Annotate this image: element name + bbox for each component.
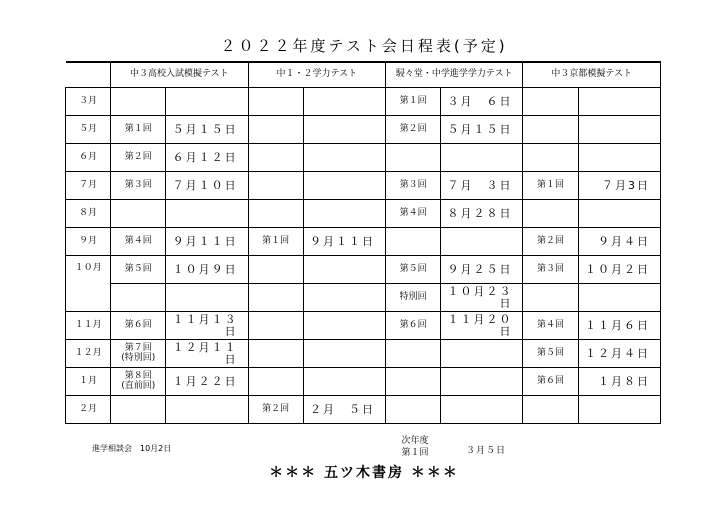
round-cell [248, 116, 303, 144]
round-cell: 第８回 (直前回) [111, 368, 166, 396]
round-cell [386, 396, 441, 424]
date-cell: ７月 ３日 [441, 172, 523, 200]
round-cell [523, 396, 578, 424]
round-cell: 第１回 [111, 116, 166, 144]
date-cell: １１月２０日 [441, 312, 523, 340]
date-cell [303, 116, 385, 144]
round-cell [523, 116, 578, 144]
round-cell [111, 284, 166, 312]
round-cell: 第４回 [111, 228, 166, 256]
month-cell: ９月 [66, 228, 111, 256]
date-cell [441, 340, 523, 368]
date-cell: １２月４日 [578, 340, 660, 368]
date-cell [303, 340, 385, 368]
round-cell: 第３回 [523, 256, 578, 284]
schedule-row [66, 200, 661, 228]
date-cell: ５月１５日 [166, 116, 248, 144]
date-cell [578, 88, 660, 116]
date-cell [303, 312, 385, 340]
header-row [66, 62, 661, 88]
round-cell: 第２回 [248, 396, 303, 424]
date-cell [578, 284, 660, 312]
date-cell: １２月１１日 [166, 340, 248, 368]
round-cell: 第４回 [523, 312, 578, 340]
round-cell [111, 88, 166, 116]
month-cell: ２月 [66, 396, 111, 424]
month-cell: １２月 [66, 340, 111, 368]
date-cell [578, 144, 660, 172]
date-cell: ６月１２日 [166, 144, 248, 172]
date-cell: １０月９日 [166, 256, 248, 284]
date-cell [578, 116, 660, 144]
round-cell [248, 88, 303, 116]
header-chu12-gakuryoku: 中１・２学力テスト [248, 62, 385, 88]
round-cell: 第７回 (特別回) [111, 340, 166, 368]
round-cell [386, 368, 441, 396]
date-cell: ５月１５日 [441, 116, 523, 144]
date-cell: １０月２日 [578, 256, 660, 284]
schedule-row [66, 256, 661, 284]
date-cell: ９月１１日 [303, 228, 385, 256]
month-cell: ３月 [66, 88, 111, 116]
date-cell [441, 368, 523, 396]
date-cell [303, 88, 385, 116]
round-cell [111, 396, 166, 424]
round-cell: 第６回 [523, 368, 578, 396]
round-cell: 第３回 [386, 172, 441, 200]
date-cell: １月８日 [578, 368, 660, 396]
schedule-row [66, 284, 661, 312]
round-cell [523, 88, 578, 116]
round-cell [523, 284, 578, 312]
schedule-row [66, 312, 661, 340]
schedule-table [65, 61, 661, 424]
publisher-brand: ＊＊＊ 五ツ木書房 ＊＊＊ [269, 465, 459, 481]
date-cell [303, 200, 385, 228]
schedule-row [66, 368, 661, 396]
round-cell [111, 200, 166, 228]
round-cell: 第５回 [111, 256, 166, 284]
round-cell: 第２回 [111, 144, 166, 172]
schedule-row [66, 172, 661, 200]
round-cell: 第４回 [386, 200, 441, 228]
date-cell [303, 256, 385, 284]
date-cell: ９月２５日 [441, 256, 523, 284]
round-cell [248, 144, 303, 172]
page-title: ２０２２年度テスト会日程表(予定) [220, 37, 508, 55]
date-cell: ８月２８日 [441, 200, 523, 228]
round-cell [248, 340, 303, 368]
round-cell [386, 340, 441, 368]
date-cell [166, 88, 248, 116]
date-cell: ７月3日 [578, 172, 660, 200]
round-cell: 第１回 [248, 228, 303, 256]
round-cell [523, 144, 578, 172]
header-kyoto-mogi: 中３京都模擬テスト [523, 62, 661, 88]
date-cell: １１月６日 [578, 312, 660, 340]
date-cell: １月２２日 [166, 368, 248, 396]
date-cell: ９月４日 [578, 228, 660, 256]
schedule-row [66, 396, 661, 424]
month-cell: １１月 [66, 312, 111, 340]
round-cell: 第５回 [523, 340, 578, 368]
round-cell [248, 256, 303, 284]
date-cell: ３月 ６日 [441, 88, 523, 116]
month-cell: １月 [66, 368, 111, 396]
round-cell: 第５回 [386, 256, 441, 284]
month-cell: ８月 [66, 200, 111, 228]
date-cell [166, 284, 248, 312]
date-cell [166, 200, 248, 228]
round-cell: 第３回 [111, 172, 166, 200]
round-cell: 第１回 [523, 172, 578, 200]
month-cell: ７月 [66, 172, 111, 200]
date-cell [441, 228, 523, 256]
month-cell: ６月 [66, 144, 111, 172]
round-cell [248, 368, 303, 396]
round-cell: 特別回 [386, 284, 441, 312]
header-corner [66, 62, 111, 88]
schedule-row [66, 88, 661, 116]
round-cell [248, 312, 303, 340]
next-year-date: ３月５日 [466, 446, 507, 456]
date-cell [166, 396, 248, 424]
header-shinshindo: 駸々堂・中学進学学力テスト [386, 62, 523, 88]
date-cell: １０月２３日 [441, 284, 523, 312]
round-cell [248, 172, 303, 200]
round-cell [386, 228, 441, 256]
round-cell [523, 200, 578, 228]
date-cell: １１月１３日 [166, 312, 248, 340]
header-koko-mogi: 中３高校入試模擬テスト [111, 62, 248, 88]
date-cell: ７月１０日 [166, 172, 248, 200]
schedule-row [66, 228, 661, 256]
date-cell [303, 368, 385, 396]
date-cell: ２月 ５日 [303, 396, 385, 424]
date-cell [303, 284, 385, 312]
month-cell: １０月 [66, 256, 111, 312]
date-cell [578, 200, 660, 228]
date-cell [303, 144, 385, 172]
round-cell [386, 144, 441, 172]
round-cell: 第６回 [386, 312, 441, 340]
date-cell [578, 396, 660, 424]
consultation-note: 進学相談会 10月2日 [92, 444, 172, 453]
date-cell: ９月１１日 [166, 228, 248, 256]
next-year-label: 次年度 第１回 [401, 436, 429, 458]
schedule-row [66, 144, 661, 172]
round-cell [248, 284, 303, 312]
round-cell: 第６回 [111, 312, 166, 340]
month-cell: ５月 [66, 116, 111, 144]
round-cell: 第１回 [386, 88, 441, 116]
date-cell [441, 144, 523, 172]
schedule-row [66, 340, 661, 368]
date-cell [441, 396, 523, 424]
round-cell [248, 200, 303, 228]
round-cell: 第２回 [386, 116, 441, 144]
round-cell: 第２回 [523, 228, 578, 256]
schedule-row [66, 116, 661, 144]
date-cell [303, 172, 385, 200]
